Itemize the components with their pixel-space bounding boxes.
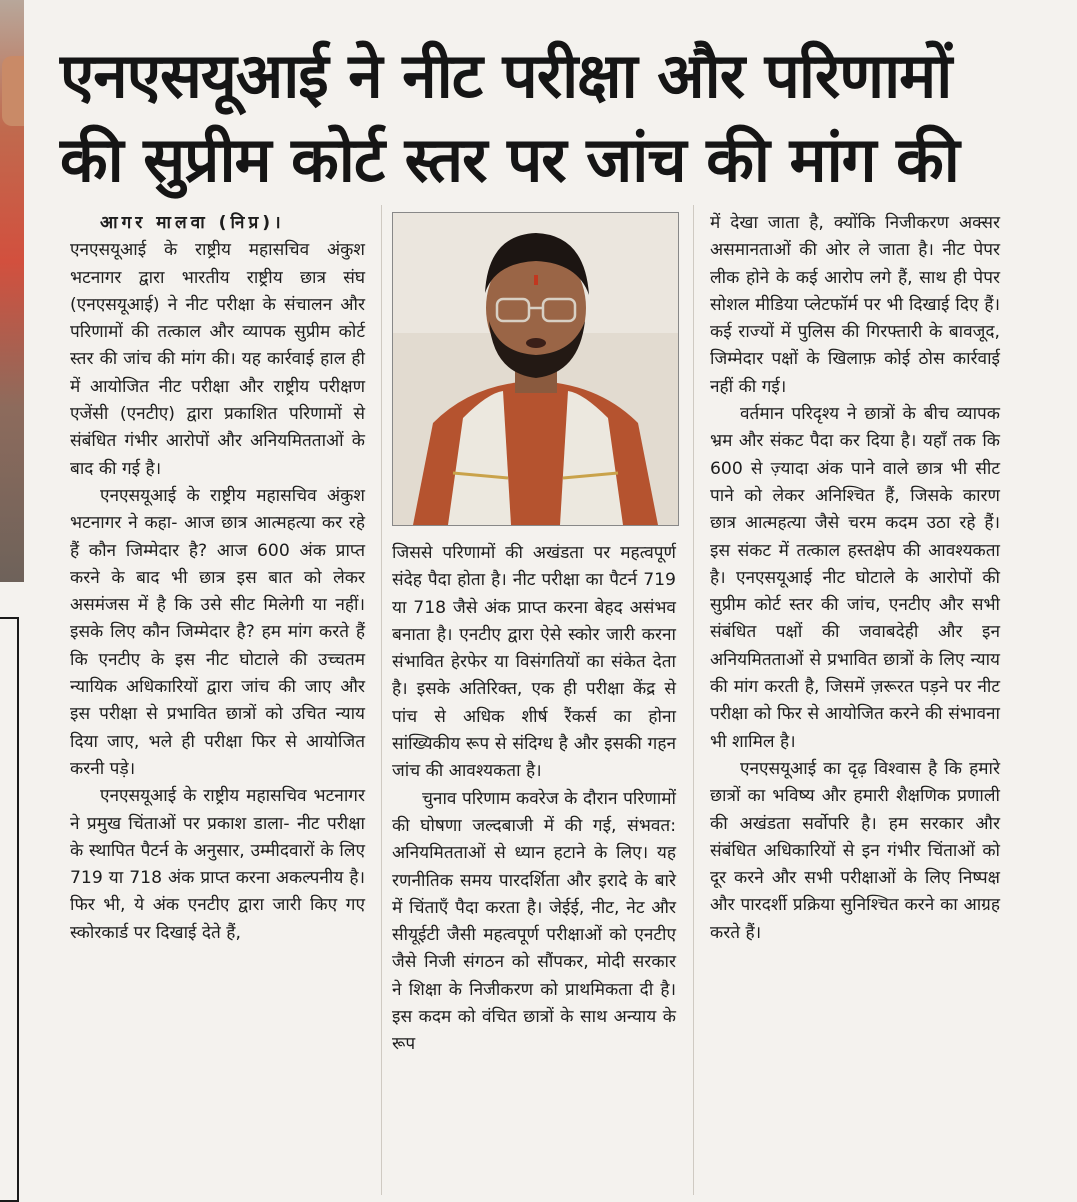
paragraph: चुनाव परिणाम कवरेज के दौरान परिणामों की घोषणा जल्दबाजी में की गई, संभवत: अनियमितताओं से ध्यान हटाने के लिए। यह रणनीतिक समय पारदर्शिता और इरादे के बारे में चिंताएँ पैदा करता है। जेईई, नीट, नेट और सीयूईटी जैसी महत्वपूर्ण परीक्षाओं को एनटीए जैसे निजी संगठन को सौंपकर, मोदी सरकार ने शिक्षा के निजीकरण को प्राथमिकता दी है। इस कदम को वंचित छात्रों के साथ अन्याय के रूप: [392, 788, 676, 1055]
article-column-1: [70, 210, 365, 947]
adjacent-photo-edge: [0, 0, 24, 582]
paragraph: एनएसयूआई के राष्ट्रीय महासचिव अंकुश भटनागर ने कहा- आज छात्र आत्महत्या कर रहे हैं कौन जिम्मेदार है? आज 600 अंक प्राप्त करने के बाद भी छात्र इस बात को लेकर असमंजस में है कि उसे सीट मिलेगी या नहीं। इसके लिए कौन जिम्मेदार है? हम मांग करते हैं कि एनटीए के इस नीट घोटाले की उच्चतम न्यायिक अधिकारियों द्वारा जांच की जाए और इस परीक्षा से प्रभावित छात्रों को उचित न्याय दिया जाए, भले ही परीक्षा फिर से आयोजित करनी पड़े।: [70, 485, 365, 779]
headline-line-1: एनएसयूआई ने नीट परीक्षा और परिणामों: [60, 39, 952, 112]
paragraph: एनएसयूआई के राष्ट्रीय महासचिव भटनागर ने प्रमुख चिंताओं पर प्रकाश डाला- नीट परीक्षा के स्थापित पैटर्न के अनुसार, उम्मीदवारों के लिए 719 या 718 अंक प्राप्त करना अकल्पनीय है। फिर भी, ये अंक एनटीए द्वारा जारी किए गए स्कोरकार्ड पर दिखाई देते हैं,: [70, 786, 365, 943]
speaker-portrait-illustration: [393, 213, 678, 525]
paragraph: एनएसयूआई का दृढ़ विश्वास है कि हमारे छात्रों का भविष्य और हमारी शैक्षणिक प्रणाली की अखंडता सर्वोपरि है। हम सरकार और संबंधित अधिकारियों से इन गंभीर चिंताओं को दूर करने और सभी परीक्षाओं के लिए निष्पक्ष और पारदर्शी प्रक्रिया सुनिश्चित करने का आग्रह करते हैं।: [710, 758, 1000, 943]
article-column-2: [392, 540, 676, 1059]
headline: [60, 34, 1060, 202]
paragraph: एनएसयूआई के राष्ट्रीय महासचिव अंकुश भटनागर द्वारा भारतीय राष्ट्रीय छात्र संघ (एनएसयूआई) ने नीट परीक्षा के संचालन और परिणामों की तत्काल और व्यापक सुप्रीम कोर्ट स्तर की जांच की मांग की। यह कार्रवाई हाल ही में आयोजित नीट परीक्षा और राष्ट्रीय परीक्षण एजेंसी (एनटीए) द्वारा प्रकाशित परिणामों से संबंधित गंभीर आरोपों और अनियमितताओं के बाद की गई है।: [70, 240, 365, 479]
article-column-3: [710, 210, 1000, 947]
adjacent-box-border: [0, 617, 19, 1202]
paragraph: जिससे परिणामों की अखंडता पर महत्वपूर्ण संदेह पैदा होता है। नीट परीक्षा का पैटर्न 719 या 718 जैसे अंक प्राप्त करना बेहद असंभव बनाता है। एनटीए द्वारा ऐसे स्कोर जारी करना संभावित हेरफेर या विसंगतियों का संकेत देता है। इसके अतिरिक्त, एक ही परीक्षा केंद्र से पांच से अधिक शीर्ष रैंकर्स का होना सांख्यिकीय रूप से संदिग्ध है और इसकी गहन जांच की आवश्यकता है।: [392, 543, 676, 782]
column-divider: [381, 205, 382, 1195]
column-divider: [693, 205, 694, 1195]
dateline: आगर मालवा (निप्र)।: [100, 213, 285, 233]
headline-line-2: की सुप्रीम कोर्ट स्तर पर जांच की मांग की: [60, 123, 959, 196]
speaker-photo: [392, 212, 679, 526]
paragraph: में देखा जाता है, क्योंकि निजीकरण अक्सर असमानताओं की ओर ले जाता है। नीट पेपर लीक होने के कई आरोप लगे हैं, साथ ही पेपर सोशल मीडिया प्लेटफॉर्म पर भी दिखाई दिए हैं। कई राज्यों में पुलिस की गिरफ्तारी के बावजूद, जिम्मेदार पक्षों के खिलाफ़ कोई ठोस कार्रवाई नहीं की गई।: [710, 213, 1000, 397]
paragraph: वर्तमान परिदृश्य ने छात्रों के बीच व्यापक भ्रम और संकट पैदा कर दिया है। यहाँ तक कि 600 से ज़्यादा अंक पाने वाले छात्र भी सीट पाने को लेकर अनिश्चित हैं, जिसके कारण छात्र आत्महत्या जैसे चरम कदम उठा रहे हैं। इस संकट में तत्काल हस्तक्षेप की आवश्यकता है। एनएसयूआई नीट घोटाले के आरोपों की सुप्रीम कोर्ट स्तर की जांच, एनटीए और सभी संबंधित पक्षों की जवाबदेही और इन अनियमितताओं से प्रभावित छात्रों के लिए न्याय की मांग करती है, जिसमें ज़रूरत पड़ने पर नीट परीक्षा को फिर से आयोजित करने की संभावना भी शामिल है।: [710, 404, 1000, 752]
